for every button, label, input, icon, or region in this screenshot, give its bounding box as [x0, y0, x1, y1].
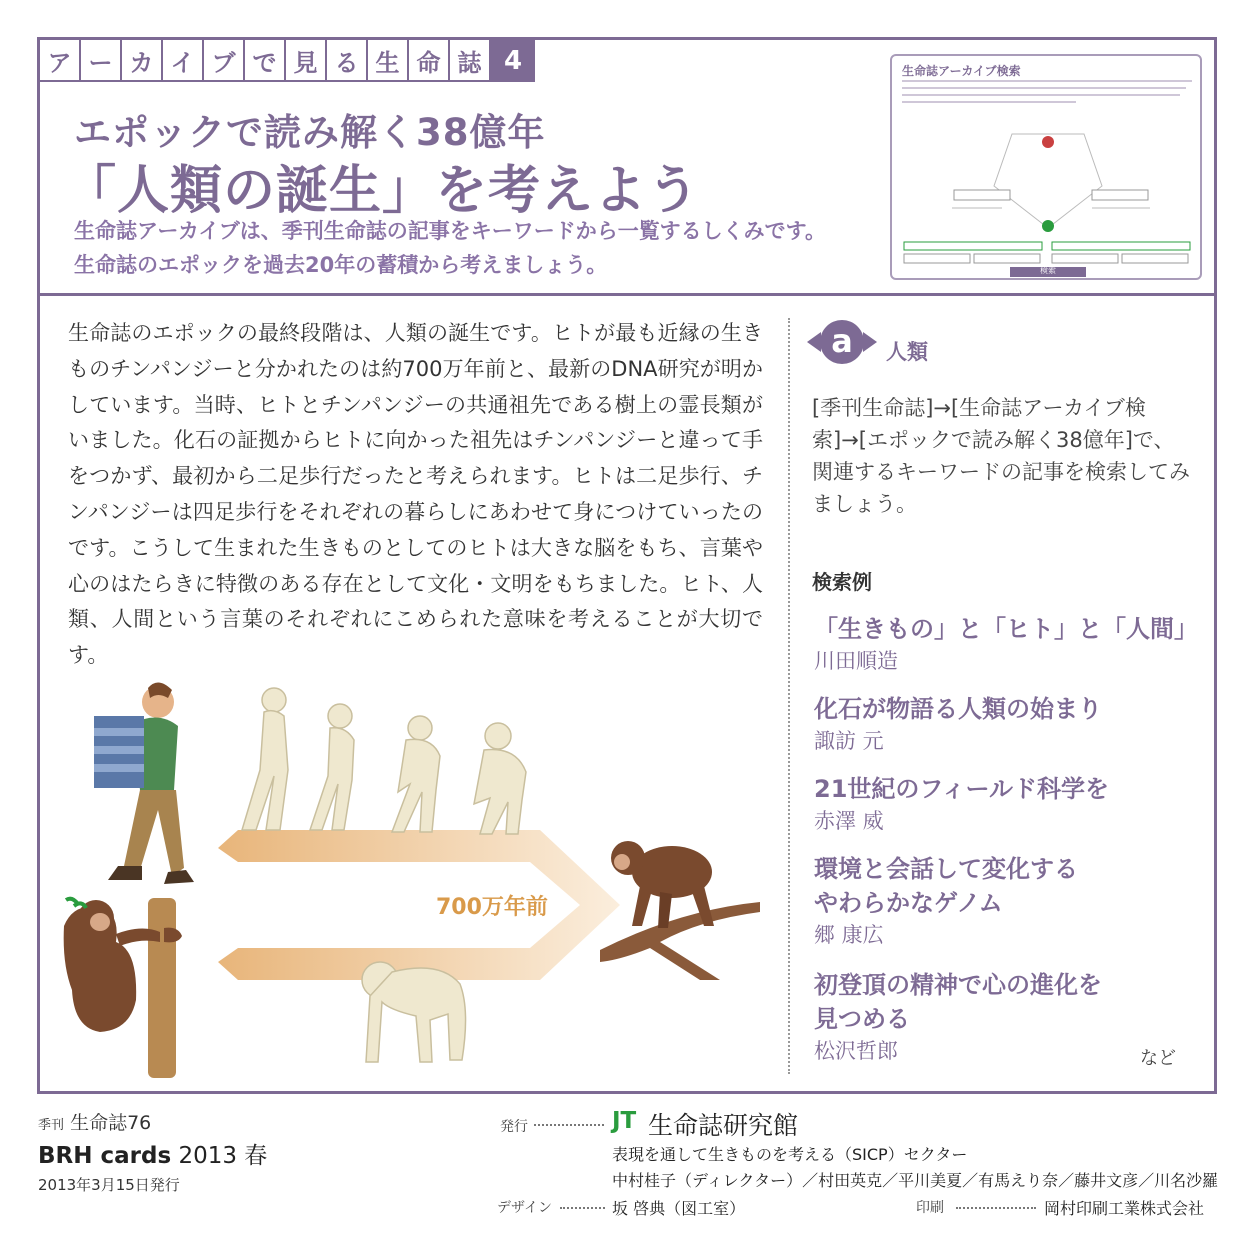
series-title — [40, 40, 535, 82]
article-item — [814, 612, 1198, 676]
chimpanzee-walking-icon — [362, 962, 466, 1062]
common-ancestor-icon — [600, 841, 760, 980]
lead-text — [74, 214, 826, 282]
article-author: 赤澤 威 — [814, 809, 884, 833]
article-title-line-2: 見つめる — [814, 1005, 910, 1033]
article-author: 川田順造 — [814, 649, 898, 673]
article-item — [814, 692, 1194, 756]
series-char: 生 — [368, 40, 409, 82]
article-title-line-2: やわらかなゲノム — [814, 889, 1003, 917]
series-char: イ — [163, 40, 204, 82]
lead-line-2: 生命誌のエポックを過去20年の蓄積から考えましょう。 — [74, 253, 608, 277]
quarterly-prefix: 季刊 — [38, 1118, 65, 1133]
series-char: る — [327, 40, 368, 82]
keyword-badge-icon — [807, 316, 877, 368]
thumbnail-search-button: 検索 — [1040, 266, 1056, 275]
hominid-evolution-figures — [242, 688, 526, 834]
human-with-books-icon — [94, 682, 194, 884]
hominid-figure-4 — [474, 723, 526, 834]
age-label: 700万年前 — [436, 895, 548, 920]
evolution-illustration — [60, 680, 780, 1080]
series-char: 見 — [286, 40, 327, 82]
season: 2013 春 — [171, 1143, 268, 1169]
print-label: 印刷 — [916, 1200, 944, 1216]
footer-publication-info — [38, 1108, 267, 1195]
thumbnail-diagram — [892, 56, 1202, 280]
article-title: 化石が物語る人類の始まり — [814, 695, 1102, 723]
publisher-name: 生命誌研究館 — [648, 1111, 799, 1140]
series-char: 命 — [409, 40, 450, 82]
search-examples-heading: 検索例 — [812, 570, 872, 594]
lead-line-1: 生命誌アーカイブは、季刊生命誌の記事をキーワードから一覧するしくみです。 — [74, 219, 827, 243]
series-number: 4 — [491, 40, 535, 82]
article-title: 「生きもの」と「ヒト」と「人間」 — [814, 615, 1198, 643]
hominid-figure-2 — [310, 704, 354, 830]
etc-note: など — [1140, 1048, 1176, 1069]
magazine-name: 生命誌76 — [70, 1112, 152, 1134]
brand-line — [38, 1137, 267, 1170]
article-author: 諏訪 元 — [814, 729, 884, 753]
archive-screenshot-thumbnail — [890, 54, 1202, 280]
article-item — [814, 968, 1194, 1066]
issue-date: 2013年3月15日発行 — [38, 1176, 180, 1194]
designer-name: 坂 啓典（図工室） — [612, 1199, 746, 1218]
article-title: 環境と会話して変化する — [814, 855, 1078, 883]
brand-name: BRH cards — [38, 1143, 172, 1169]
column-divider — [788, 318, 790, 1074]
search-instruction: [季刊生命誌]→[生命誌アーカイブ検索]→[エポックで読み解く38億年]で、関連するキーワードの記事を検索してみましょう。 — [812, 396, 1190, 516]
series-char: ー — [81, 40, 122, 82]
page-subtitle: エポックで読み解く38億年 — [74, 111, 546, 154]
article-title: 21世紀のフィールド科学を — [814, 775, 1109, 803]
series-char: 誌 — [450, 40, 491, 82]
jt-logo-icon: JT — [612, 1108, 637, 1134]
series-char: ブ — [204, 40, 245, 82]
main-body-text: 生命誌のエポックの最終段階は、人類の誕生です。ヒトが最も近縁の生きものチンパンジーと分かれたのは約700万年前と、最新のDNA研究が明かしています。当時、ヒトとチンパンジーの共通祖先である樹上の霊長類がいました。化石の証拠からヒトに向かった祖先はチンパンジーと違って手をつかず、最初から二足歩行だったと考えられます。ヒトは二足歩行、チンパンジーは四足歩行をそれぞれの暮らしにあわせて身につけていったのです。こうして生まれた生きものとしてのヒトは大きな脳をもち、言葉や心のはたらきに特徴のある存在として文化・文明をもちました。ヒト、人類、人間という言葉のそれぞれにこめられた意味を考えることが大切です。 — [68, 321, 763, 668]
series-char: で — [245, 40, 286, 82]
article-item — [814, 772, 1194, 836]
design-label: デザイン — [497, 1200, 553, 1216]
publisher-sector: 表現を通して生きものを考える（SICP）セクター — [612, 1145, 968, 1164]
chimpanzee-on-tree-icon — [64, 898, 182, 1078]
hominid-figure-3 — [392, 716, 440, 832]
thumbnail-title: 生命誌アーカイブ検索 — [902, 64, 1021, 78]
series-char: カ — [122, 40, 163, 82]
article-title: 初登頂の精神で心の進化を — [814, 971, 1102, 999]
publisher-staff: 中村桂子（ディレクター）／村田英克／平川美夏／有馬えり奈／藤井文彦／川名沙羅 — [612, 1171, 1219, 1190]
series-char: ア — [40, 40, 81, 82]
header — [40, 40, 1214, 296]
magazine-issue — [38, 1108, 267, 1135]
publisher-label: 発行 — [500, 1119, 528, 1135]
article-author: 郷 康広 — [814, 923, 884, 947]
printer-name: 岡村印刷工業株式会社 — [1044, 1199, 1205, 1218]
article-item — [814, 852, 1194, 950]
article-author: 松沢哲郎 — [814, 1039, 898, 1063]
page-title: 「人類の誕生」を考えよう — [64, 161, 701, 221]
hominid-figure-1 — [242, 688, 288, 830]
badge-letter: a — [831, 322, 853, 360]
dotted-leader — [534, 1124, 604, 1126]
dotted-leader — [956, 1207, 1036, 1209]
dotted-leader — [560, 1207, 605, 1209]
branch-arrow — [218, 830, 620, 980]
keyword-label: 人類 — [886, 340, 928, 364]
